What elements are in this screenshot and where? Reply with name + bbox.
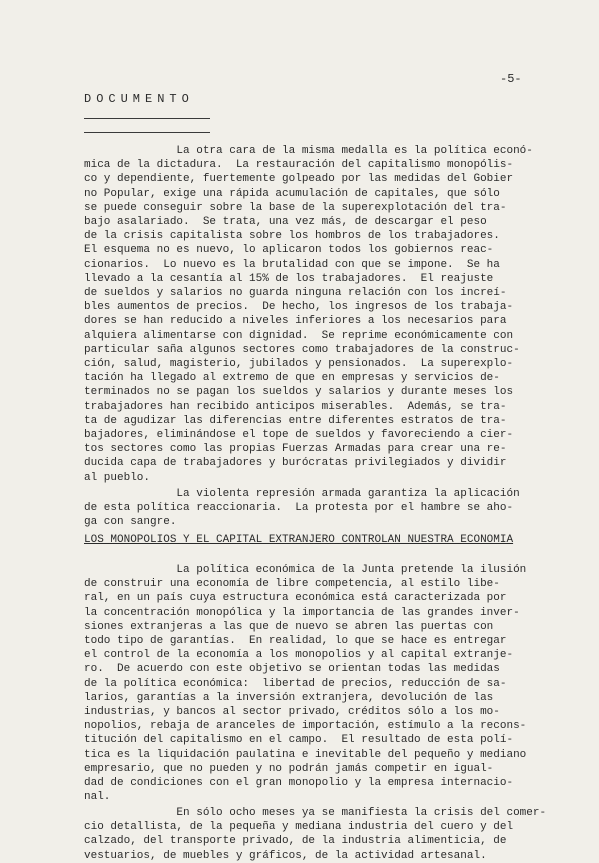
section1-paragraph-1: La otra cara de la misma medalla es la política econó- mica de la dictadura. La restauración del capitalismo monopólis- co y dependiente, fuertemente golpeado por las medidas del Gobier no Popular, exige una rápida acumulación de capitales, que sólo se puede conseguir sobre la base de la superexplotación del tra- bajo asalariado. Se trata, una vez más, de descargar el peso de la crisis capitalista sobre los hombros de los trabajadores. El esquema no es nuevo, lo aplicaron todos los gobiernos reac- cionarios. Lo nuevo es la brutalidad con que se impone. Se ha llevado a la cesantía al 15% de los trabajadores. El reajuste de sueldos y salarios no guarda ninguna relación con los increí- bles aumentos de precios. De hecho, los ingresos de los trabaja- dores se han reducido a niveles inferiores a los necesarios para alquiera alimentarse con dignidad. Se reprime económicamente con particular saña algunos sectores como trabajadores de la construc- ción, salud, magisterio, jubilados y pensionados. La superexplo- tación ha llegado al extremo de que en empresas y servicios de- terminados no se pagan los sueldos y salarios y durante meses los trabajadores han recibido anticipos miserables. Además, se tra- ta de agudizar las diferencias entre diferentes estratos de tra- bajadores, eliminándose el tope de sueldos y favoreciendo a cier- tos sectores como las propias Fuerzas Armadas para crear una re- ducida capa de trabajadores y burócratas privilegiados y dividir al pueblo. <box>84 145 533 484</box>
document-title: DOCUMENTO <box>84 92 194 106</box>
page-number: -5- <box>500 72 522 86</box>
section2-heading: LOS MONOPOLIOS Y EL CAPITAL EXTRANJERO CONTROLAN NUESTRA ECONOMIA <box>84 534 514 546</box>
section1-paragraph-2: La violenta represión armada garantiza la aplicación de esta política reaccionaria. La protesta por el hambre se aho- ga con sangre. <box>84 488 520 529</box>
section2-paragraph-1: La política económica de la Junta pretende la ilusión de construir una economía de libre competencia, al estilo libe- ral, en un país cuya estructura económica está caracterizada por la concentración monopólica y la importancia de las grandes inver- siones extranjeras a las que de nuevo se abren las puertas con todo tipo de garantías. En realidad, lo que se hace es entregar el control de la economía a los monopolios y al capital extranje- ro. De acuerdo con este objetivo se orientan todas las medidas de la política económica: libertad de precios, reducción de sa- larios, garantías a la inversión extranjera, devolución de las industrias, y bancos al sector privado, créditos sólo a los mo- nopolios, rebaja de aranceles de importación, estímulo a la recons- titución del capitalismo en el campo. El resultado de esta polí- tica es la liquidación paulatina e inevitable del pequeño y mediano empresario, que no pueden y no podrán jamás competir en igual- dad de condiciones con el gran monopolio y la empresa internacio- nal. <box>84 564 527 804</box>
title-underline-rule <box>84 132 210 133</box>
title-underline-rule <box>84 118 210 119</box>
section2-paragraph-2: En sólo ocho meses ya se manifiesta la crisis del comer- cio detallista, de la pequeña y mediana industria del cuero y del calzado, del transporte privado, de la industria alimenticia, de vestuarios, de muebles y gráficos, de la actividad artesanal. <box>84 807 547 862</box>
